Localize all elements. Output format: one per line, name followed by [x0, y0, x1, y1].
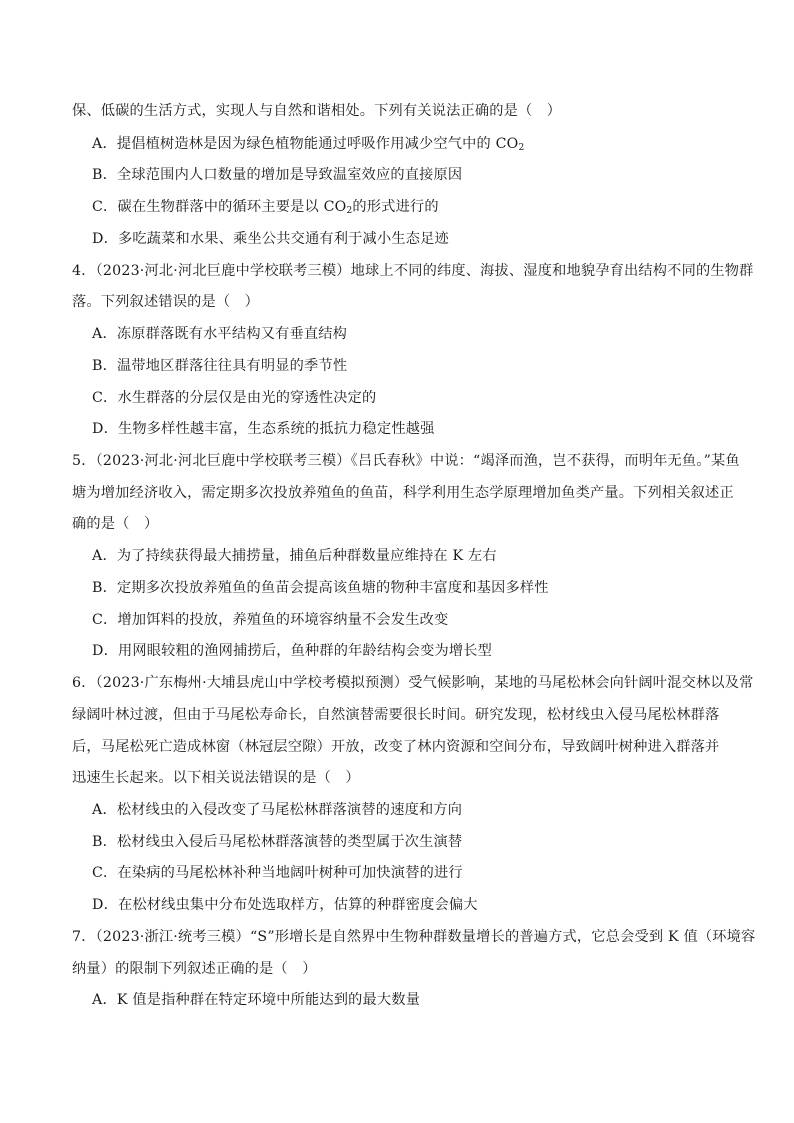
q6-stem-line-4: 迅速生长起来。以下相关说法错误的是（ ）	[72, 770, 360, 786]
q6-stem-line-1: 6．（2023·广东梅州·大埔县虎山中学校考模拟预测）受气候影响，某地的马尾松林会向针阔叶混交林以及常	[72, 675, 754, 691]
q7-option-a: A．K 值是指种群在特定环境中所能达到的最大数量	[92, 992, 421, 1008]
q4-option-d: D．生物多样性越丰富，生态系统的抵抗力稳定性越强	[92, 421, 435, 437]
q6-stem-line-3: 后，马尾松死亡造成林窗（林冠层空隙）开放，改变了林内资源和空间分布，导致阔叶树种进入群落并	[72, 739, 720, 755]
q4-option-b: B．温带地区群落往往具有明显的季节性	[92, 358, 348, 374]
q4-stem-line-2: 落。下列叙述错误的是（ ）	[72, 294, 260, 310]
q6-option-b: B．松材线虫入侵后马尾松林群落演替的类型属于次生演替	[92, 834, 463, 850]
q5-option-b: B．定期多次投放养殖鱼的鱼苗会提高该鱼塘的物种丰富度和基因多样性	[92, 580, 549, 596]
q4-option-c: C．水生群落的分层仅是由光的穿透性决定的	[92, 390, 377, 406]
q3-option-c: C．碳在生物群落中的循环主要是以 $CO_2$的形式进行的	[92, 199, 439, 216]
q4-option-a: A．冻原群落既有水平结构又有垂直结构	[92, 326, 348, 342]
q6-stem-line-2: 绿阔叶林过渡，但由于马尾松寿命长，自然演替需要很长时间。研究发现，松材线虫入侵马尾松林群落	[72, 707, 720, 723]
q6-option-a: A．松材线虫的入侵改变了马尾松林群落演替的速度和方向	[92, 802, 463, 818]
q6-option-d: D．在松材线虫集中分布处选取样方，估算的种群密度会偏大	[92, 897, 478, 913]
q3-option-b: B．全球范围内人口数量的增加是导致温室效应的直接原因	[92, 167, 463, 183]
q5-option-a: A．为了持续获得最大捕捞量，捕鱼后种群数量应维持在 K 左右	[92, 548, 497, 564]
q5-option-c: C．增加饵料的投放，养殖鱼的环境容纳量不会发生改变	[92, 612, 449, 628]
q5-option-d: D．用网眼较粗的渔网捕捞后，鱼种群的年龄结构会变为增长型	[92, 643, 493, 659]
q3-option-a: A．提倡植树造林是因为绿色植物能通过呼吸作用减少空气中的 $CO_2$	[92, 136, 525, 153]
q6-option-c: C．在染病的马尾松林补种当地阔叶树种可加快演替的进行	[92, 865, 463, 881]
q3-option-d: D．多吃蔬菜和水果、乘坐公共交通有利于减小生态足迹	[92, 231, 449, 247]
q4-stem-line-1: 4．（2023·河北·河北巨鹿中学校联考三模）地球上不同的纬度、海拔、湿度和地貌孕育出结构不同的生物群	[72, 263, 754, 279]
q7-stem-line-2: 纳量）的限制下列叙述正确的是（ ）	[72, 961, 317, 977]
q5-stem-line-2: 塘为增加经济收入，需定期多次投放养殖鱼的鱼苗，科学利用生态学原理增加鱼类产量。下列相关叙述正	[72, 485, 734, 501]
q5-stem-line-3: 确的是（ ）	[72, 516, 159, 532]
q5-stem-line-1: 5．（2023·河北·河北巨鹿中学校联考三模）《吕氏春秋》中说：“竭泽而渔，岂不获得，而明年无鱼。”某鱼	[72, 453, 740, 469]
q3-stem: 保、低碳的生活方式，实现人与自然和谐相处。下列有关说法正确的是（ ）	[72, 103, 562, 119]
q7-stem-line-1: 7．（2023·浙江·统考三模）“S”形增长是自然界中生物种群数量增长的普遍方式，它总会受到 K 值（环境容	[72, 929, 756, 945]
